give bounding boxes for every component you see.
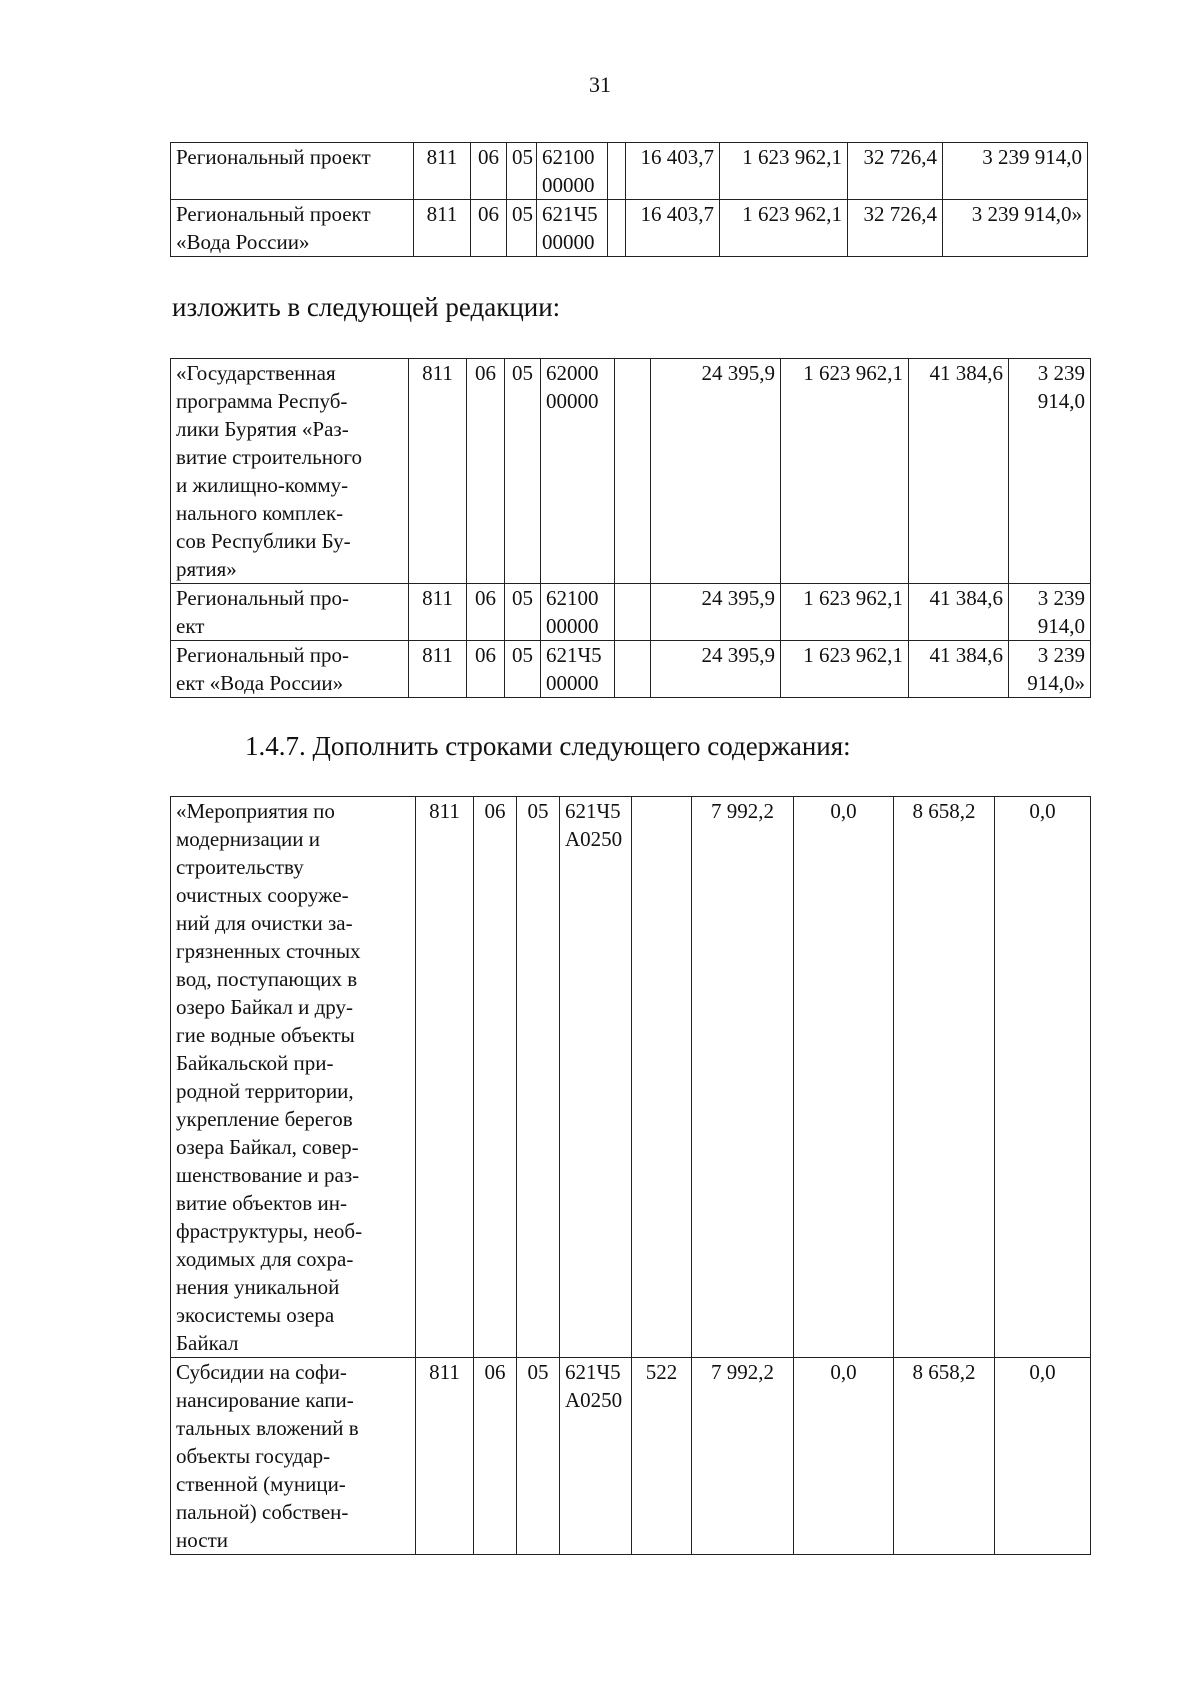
table-row bbox=[171, 200, 1088, 257]
cell-target-article: 621Ч5 А0250 bbox=[560, 797, 632, 1358]
table-row bbox=[171, 1358, 1091, 1555]
row-name: Региональный про- ект bbox=[171, 584, 409, 641]
cell-ministry-code: 811 bbox=[416, 1358, 474, 1555]
cell-section: 06 bbox=[474, 797, 517, 1358]
cell-subsection: 05 bbox=[505, 359, 541, 584]
cell-ministry-code: 811 bbox=[409, 584, 467, 641]
cell-value-2: 1 623 962,1 bbox=[720, 200, 848, 257]
cell-value-1: 24 395,9 bbox=[651, 359, 781, 584]
row-name: Региональный про- ект «Вода России» bbox=[171, 641, 409, 698]
cell-subsection: 05 bbox=[507, 143, 537, 200]
table-row bbox=[171, 143, 1088, 200]
cell-value-2: 1 623 962,1 bbox=[781, 584, 909, 641]
cell-subsection: 05 bbox=[517, 1358, 560, 1555]
cell-value-2: 1 623 962,1 bbox=[781, 359, 909, 584]
cell-ministry-code: 811 bbox=[416, 797, 474, 1358]
cell-ministry-code: 811 bbox=[409, 359, 467, 584]
cell-subsection: 05 bbox=[507, 200, 537, 257]
cell-target-article: 62100 00000 bbox=[541, 584, 615, 641]
cell-expense-type bbox=[615, 641, 651, 698]
cell-expense-type: 522 bbox=[632, 1358, 692, 1555]
cell-target-article: 62100 00000 bbox=[537, 143, 608, 200]
row-name: Региональный проект «Вода России» bbox=[171, 200, 414, 257]
table-row bbox=[171, 584, 1091, 641]
instruction-paragraph: изложить в следующей редакции: bbox=[172, 292, 561, 322]
cell-value-2: 0,0 bbox=[794, 1358, 894, 1555]
cell-value-1: 16 403,7 bbox=[626, 200, 720, 257]
cell-ministry-code: 811 bbox=[409, 641, 467, 698]
cell-subsection: 05 bbox=[505, 641, 541, 698]
cell-expense-type bbox=[632, 797, 692, 1358]
cell-subsection: 05 bbox=[517, 797, 560, 1358]
cell-value-2: 1 623 962,1 bbox=[781, 641, 909, 698]
table-row bbox=[171, 641, 1091, 698]
budget-table-original bbox=[170, 142, 1088, 257]
row-name: «Мероприятия по модернизации и строительству очистных сооруже- ний для очистки за- грязненных сточных вод, поступающих в озеро Байкал и дру- гие водные объекты Байкальской при- родной территории, укрепление берегов озера Байкал, совер- шенствование и раз- витие объектов ин- фраструктуры, необ- ходимых для сохра- нения уникальной экосистемы озера Байкал bbox=[171, 797, 416, 1358]
cell-value-3: 41 384,6 bbox=[909, 359, 1009, 584]
cell-ministry-code: 811 bbox=[414, 200, 471, 257]
cell-value-3: 8 658,2 bbox=[894, 1358, 995, 1555]
cell-ministry-code: 811 bbox=[414, 143, 471, 200]
cell-value-2: 1 623 962,1 bbox=[720, 143, 848, 200]
cell-value-3: 32 726,4 bbox=[848, 200, 943, 257]
page-number: 31 bbox=[589, 72, 611, 97]
cell-section: 06 bbox=[474, 1358, 517, 1555]
cell-value-3: 41 384,6 bbox=[909, 584, 1009, 641]
cell-value-1: 16 403,7 bbox=[626, 143, 720, 200]
cell-section: 06 bbox=[467, 641, 505, 698]
table-row bbox=[171, 797, 1091, 1358]
cell-value-2: 0,0 bbox=[794, 797, 894, 1358]
cell-value-4: 3 239 914,0 bbox=[1009, 584, 1091, 641]
cell-target-article: 621Ч5 А0250 bbox=[560, 1358, 632, 1555]
cell-value-1: 7 992,2 bbox=[692, 1358, 794, 1555]
cell-value-1: 24 395,9 bbox=[651, 641, 781, 698]
cell-value-3: 8 658,2 bbox=[894, 797, 995, 1358]
row-name: «Государственная программа Респуб- лики Бурятия «Раз- витие строительного и жилищно-комму- нального комплек- сов Республики Бу- рятия» bbox=[171, 359, 409, 584]
cell-expense-type bbox=[615, 359, 651, 584]
cell-target-article: 62000 00000 bbox=[541, 359, 615, 584]
cell-section: 06 bbox=[471, 200, 507, 257]
cell-value-1: 24 395,9 bbox=[651, 584, 781, 641]
row-name: Субсидии на софи- нансирование капи- тальных вложений в объекты государ- ственной (муници- пальной) собствен- ности bbox=[171, 1358, 416, 1555]
cell-expense-type bbox=[615, 584, 651, 641]
cell-value-4: 0,0 bbox=[995, 797, 1091, 1358]
budget-table-revised bbox=[170, 358, 1091, 698]
cell-value-4: 3 239 914,0» bbox=[1009, 641, 1091, 698]
cell-subsection: 05 bbox=[505, 584, 541, 641]
cell-value-4: 3 239 914,0 bbox=[943, 143, 1088, 200]
cell-value-1: 7 992,2 bbox=[692, 797, 794, 1358]
cell-value-4: 3 239 914,0 bbox=[1009, 359, 1091, 584]
cell-target-article: 621Ч5 00000 bbox=[541, 641, 615, 698]
cell-value-3: 32 726,4 bbox=[848, 143, 943, 200]
budget-table-added bbox=[170, 796, 1091, 1555]
cell-value-4: 3 239 914,0» bbox=[943, 200, 1088, 257]
cell-value-4: 0,0 bbox=[995, 1358, 1091, 1555]
cell-expense-type bbox=[608, 143, 626, 200]
cell-target-article: 621Ч5 00000 bbox=[537, 200, 608, 257]
cell-section: 06 bbox=[471, 143, 507, 200]
cell-value-3: 41 384,6 bbox=[909, 641, 1009, 698]
cell-expense-type bbox=[608, 200, 626, 257]
section-heading: 1.4.7. Дополнить строками следующего содержания: bbox=[245, 731, 851, 761]
cell-section: 06 bbox=[467, 584, 505, 641]
row-name: Региональный проект bbox=[171, 143, 414, 200]
table-row bbox=[171, 359, 1091, 584]
cell-section: 06 bbox=[467, 359, 505, 584]
